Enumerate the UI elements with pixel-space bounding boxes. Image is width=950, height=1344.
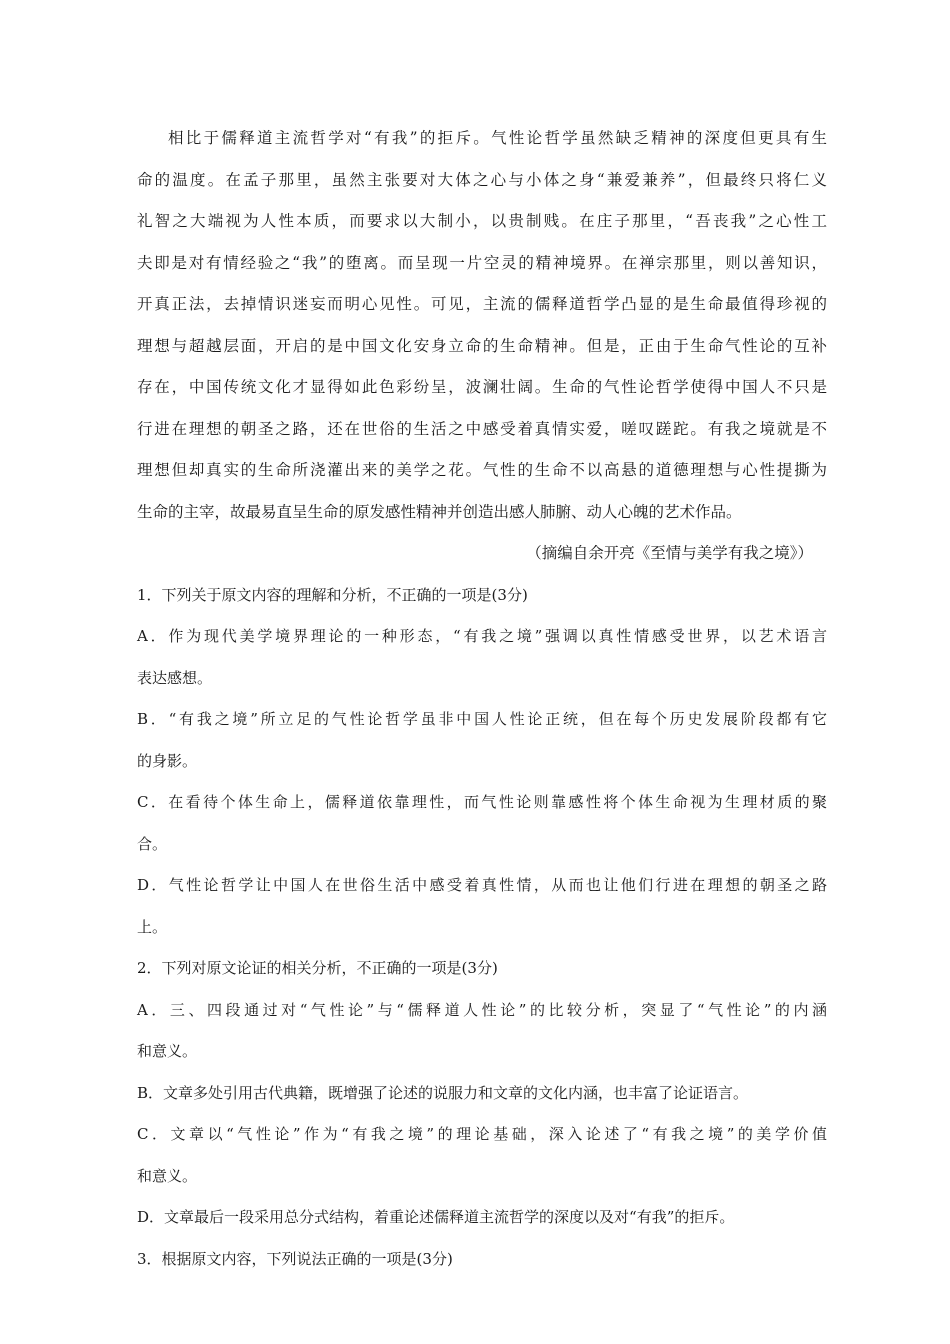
question-2 xyxy=(137,948,827,1239)
passage-line: 开真正法，去掉情识迷妄而明心见性。可见，主流的儒释道哲学凸显的是生命最值得珍视的 xyxy=(137,295,827,313)
option-b: B．“有我之境”所立足的气性论哲学虽非中国人性论正统，但在每个历史发展阶段都有它 xyxy=(137,710,827,728)
passage-line: 相比于儒释道主流哲学对“有我”的拒斥。气性论哲学虽然缺乏精神的深度但更具有生 xyxy=(168,129,827,147)
option-d: D．文章最后一段采用总分式结构，着重论述儒释道主流哲学的深度以及对“有我”的拒斥。 xyxy=(137,1208,735,1226)
option-c: C．文章以“气性论”作为“有我之境”的理论基础，深入论述了“有我之境”的美学价值 xyxy=(137,1125,827,1143)
option-d: D．气性论哲学让中国人在世俗生活中感受着真性情，从而也让他们行进在理想的朝圣之路 xyxy=(137,876,827,894)
option-a: A．作为现代美学境界理论的一种形态，“有我之境”强调以真性情感受世界，以艺术语言 xyxy=(137,627,827,645)
passage-line: 行进在理想的朝圣之路，还在世俗的生活之中感受着真情实爱，嗟叹蹉跎。有我之境就是不 xyxy=(137,419,827,438)
question-stem: 3．根据原文内容，下列说法正确的一项是(3分) xyxy=(137,1249,453,1268)
option-d-cont: 上。 xyxy=(137,917,168,936)
question-1 xyxy=(137,575,827,949)
question-stem: 1．下列关于原文内容的理解和分析，不正确的一项是(3分) xyxy=(137,585,528,604)
option-c-cont: 和意义。 xyxy=(137,1166,198,1185)
passage-source: （摘编自余开亮《至情与美学有我之境》） xyxy=(526,544,813,562)
passage-line: 生命的主宰，故最易直呈生命的原发感性精神并创造出感人肺腑、动人心魄的艺术作品。 xyxy=(137,502,742,521)
option-c-cont: 合。 xyxy=(137,834,168,853)
passage-line: 礼智之大端视为人性本质，而要求以大制小，以贵制贱。在庄子那里，“吾丧我”之心性工 xyxy=(137,212,827,230)
passage-line: 存在，中国传统文化才显得如此色彩纷呈，波澜壮阔。生命的气性论哲学使得中国人不只是 xyxy=(137,378,827,396)
option-b: B．文章多处引用古代典籍，既增强了论述的说服力和文章的文化内涵，也丰富了论证语言。 xyxy=(137,1083,749,1102)
passage-line: 夫即是对有情经验之“我”的堕离。而呈现一片空灵的精神境界。在禅宗那里，则以善知识， xyxy=(137,253,827,272)
question-stem: 2．下列对原文论证的相关分析，不正确的一项是(3分) xyxy=(137,959,498,977)
passage-line: 理想但却真实的生命所浇灌出来的美学之花。气性的生命不以高悬的道德理想与心性提撕为 xyxy=(137,461,827,479)
passage xyxy=(137,118,827,575)
passage-line: 命的温度。在孟子那里，虽然主张要对大体之心与小体之身“兼爱兼养”，但最终只将仁义 xyxy=(137,170,827,189)
option-b-cont: 的身影。 xyxy=(137,751,198,770)
option-a: A．三、四段通过对“气性论”与“儒释道人性论”的比较分析，突显了“气性论”的内涵 xyxy=(137,1000,827,1019)
option-c: C．在看待个体生命上，儒释道依靠理性，而气性论则靠感性将个体生命视为生理材质的聚 xyxy=(137,793,827,811)
question-3 xyxy=(137,1239,827,1281)
option-a-cont: 和意义。 xyxy=(137,1042,198,1060)
document-page xyxy=(137,118,827,1280)
option-a-cont: 表达感想。 xyxy=(137,668,213,687)
passage-line: 理想与超越层面，开启的是中国文化安身立命的生命精神。但是，正由于生命气性论的互补 xyxy=(137,336,827,355)
